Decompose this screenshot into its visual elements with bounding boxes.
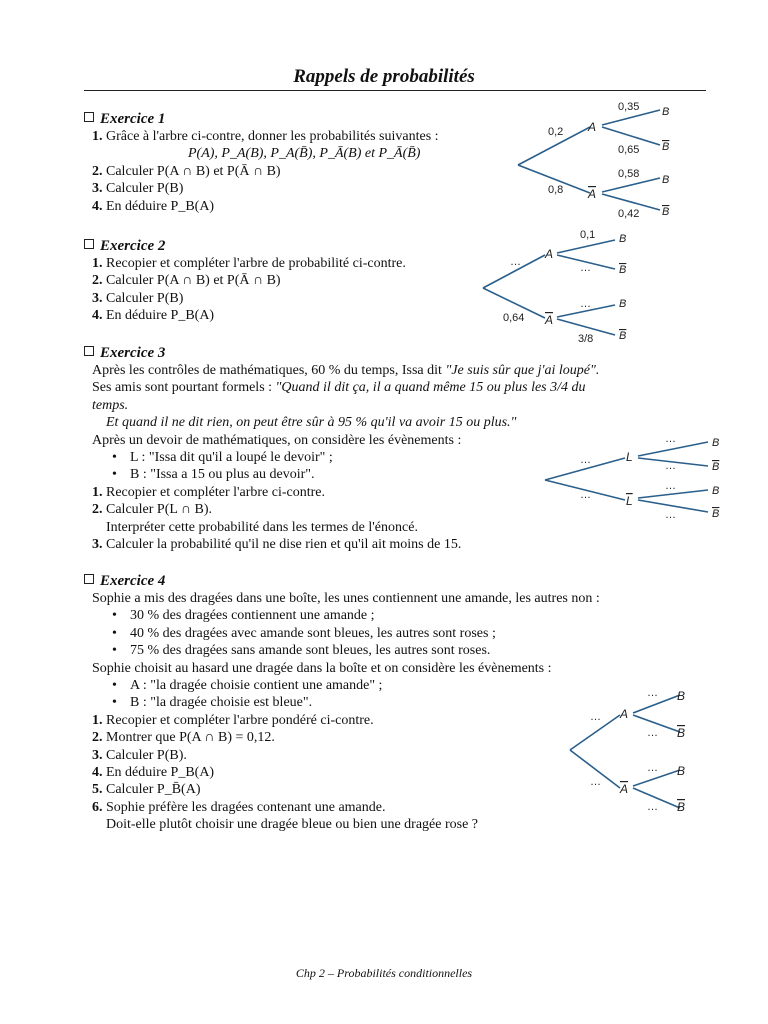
svg-text:B: B	[677, 689, 686, 703]
svg-text:A: A	[620, 782, 629, 796]
svg-text:…: …	[665, 433, 676, 445]
node-Abar: A	[588, 187, 597, 201]
exercise-1-prob-A: 0,2	[548, 126, 564, 138]
exercise-3-tree	[540, 430, 730, 525]
exercise-1-prob-B-given-A: 0,35	[618, 101, 640, 113]
checkbox-icon	[84, 112, 94, 122]
svg-text:…: …	[665, 509, 676, 521]
exercise-2-q1: 1. Recopier et compléter l'arbre de probabilité ci-contre.	[92, 256, 406, 271]
exercise-4: Exercice 4 Sophie a mis des dragées dans une boîte, les unes contiennent une amande, les autres non : • 30 % des dragées contiennent une amande ; • 40 % des dragées avec amande sont bleues, les autres sont roses ; • 75 % des dragées sans amande sont bleues, les autres sont roses. Sophie choisit au hasard une dragée dans la boîte et on considère les évènements : • A : "la dragée choisie contient une amande" ; • B : "la dragée choisie est bleue". 1. Recopier et compléter l'arbre pondéré ci-contre. 2. Montrer que P(A ∩ B) = 0,12. 3. Calculer P(B). 4. En déduire P_B(A) 5. Calculer P_B̄(A) 6. Sophie préfère les dragées contenant une amande. Doit-elle plutôt choisir une dragée bleue ou bien une dragée rose ?	[84, 572, 600, 833]
exercise-1-q1: 1. Grâce à l'arbre ci-contre, donner les probabilités suivantes :	[92, 129, 439, 144]
node-A: A	[588, 120, 597, 134]
svg-text:B: B	[677, 800, 686, 814]
svg-text:B: B	[677, 764, 686, 778]
exercise-2-prob-Bbar-given-Abar: 3/8	[578, 333, 594, 345]
svg-text:…: …	[647, 762, 658, 774]
svg-text:B: B	[662, 106, 670, 118]
svg-text:…: …	[580, 262, 591, 274]
svg-text:…: …	[580, 489, 591, 501]
exercise-2-title: Exercice 2	[100, 238, 166, 254]
svg-text:…: …	[590, 711, 601, 723]
svg-text:A: A	[545, 247, 554, 261]
svg-text:…: …	[580, 454, 591, 466]
checkbox-icon	[84, 574, 94, 584]
svg-text:B: B	[662, 141, 670, 153]
svg-text:A: A	[620, 707, 629, 721]
svg-text:…: …	[647, 727, 658, 739]
exercise-2-prob-A: …	[510, 256, 521, 268]
title-rule	[84, 90, 706, 91]
svg-text:B: B	[712, 461, 720, 473]
exercise-1-q3: 3. Calculer P(B)	[92, 181, 184, 197]
svg-text:L: L	[626, 450, 633, 464]
svg-text:B: B	[712, 437, 720, 449]
exercise-1-q2: 2. Calculer P(A ∩ B) et P(Ā ∩ B)	[92, 163, 281, 179]
svg-text:B: B	[712, 508, 720, 520]
svg-text:B: B	[619, 330, 627, 342]
exercise-1-probabilities: P(A), P_A(B), P_A(B̄), P_Ā(B) et P_Ā(B̄)	[188, 146, 421, 162]
checkbox-icon	[84, 346, 94, 356]
svg-text:…: …	[665, 460, 676, 472]
exercise-2-q3: 3. Calculer P(B)	[92, 290, 184, 306]
exercise-2-prob-Abar: 0,64	[503, 312, 525, 324]
svg-text:…: …	[647, 687, 658, 699]
exercise-3-intro: Après les contrôles de mathématiques, 60 % du temps, Issa dit "Je suis sûr que j'ai loupé".	[92, 363, 600, 378]
svg-text:B: B	[619, 233, 627, 245]
exercise-1-prob-Abar: 0,8	[548, 184, 564, 196]
svg-text:B: B	[662, 174, 670, 186]
svg-text:…: …	[665, 480, 676, 492]
exercise-4-title: Exercice 4	[100, 573, 166, 589]
exercise-1	[84, 110, 439, 215]
exercise-1-prob-B-given-Abar: 0,58	[618, 168, 640, 180]
page-title: Rappels de probabilités	[293, 66, 475, 87]
svg-text:B: B	[677, 726, 686, 740]
exercise-3-title: Exercice 3	[100, 345, 166, 361]
exercise-2-prob-B-given-A: 0,1	[580, 229, 596, 241]
svg-text:A: A	[545, 313, 554, 327]
svg-text:B: B	[712, 485, 720, 497]
svg-text:…: …	[580, 298, 591, 310]
exercise-3: Exercice 3 Après les contrôles de mathématiques, 60 % du temps, Issa dit "Je suis sûr que j'ai loupé". Ses amis sont pourtant formels : "Quand il dit ça, il a quand même 15 ou plus les 3/4 du temps. Et quand il ne dit rien, on peut être sûr à 95 % qu'il va avoir 15 ou plus." Après un devoir de mathématiques, on considère les évènements : • L : "Issa dit qu'il a loupé le devoir" ; • B : "Issa a 15 ou plus au devoir". 1. Recopier et compléter l'arbre ci-contre. 2. Calculer P(L ∩ B). Interpréter cette probabilité dans les termes de l'énoncé. 3. Calculer la probabilité qu'il ne dise rien et qu'il ait moins de 15.	[84, 344, 599, 553]
exercise-1-title: Exercice 1	[100, 111, 166, 127]
svg-text:B: B	[619, 298, 627, 310]
checkbox-icon	[84, 239, 94, 249]
svg-text:…: …	[590, 776, 601, 788]
exercise-1-prob-Bbar-given-Abar: 0,42	[618, 208, 640, 220]
exercise-3-event-B: • B : "Issa a 15 ou plus au devoir".	[84, 466, 599, 483]
svg-text:L: L	[626, 494, 633, 508]
exercise-2	[84, 237, 406, 325]
exercise-2-tree	[475, 225, 655, 350]
svg-text:B: B	[619, 264, 627, 276]
exercise-1-prob-Bbar-given-A: 0,65	[618, 144, 640, 156]
svg-text:…: …	[647, 801, 658, 813]
exercise-2-q2: 2. Calculer P(A ∩ B) et P(Ā ∩ B)	[92, 273, 281, 289]
page-footer: Chp 2 – Probabilités conditionnelles	[295, 966, 473, 980]
svg-text:B: B	[662, 206, 670, 218]
exercise-4-tree	[565, 680, 725, 820]
exercise-1-q4: 4. En déduire P_B(A)	[92, 198, 215, 214]
exercise-1-tree	[510, 95, 680, 225]
exercise-3-event-L: • L : "Issa dit qu'il a loupé le devoir" ;	[84, 449, 599, 466]
exercise-2-q4: 4. En déduire P_B(A)	[92, 308, 215, 324]
